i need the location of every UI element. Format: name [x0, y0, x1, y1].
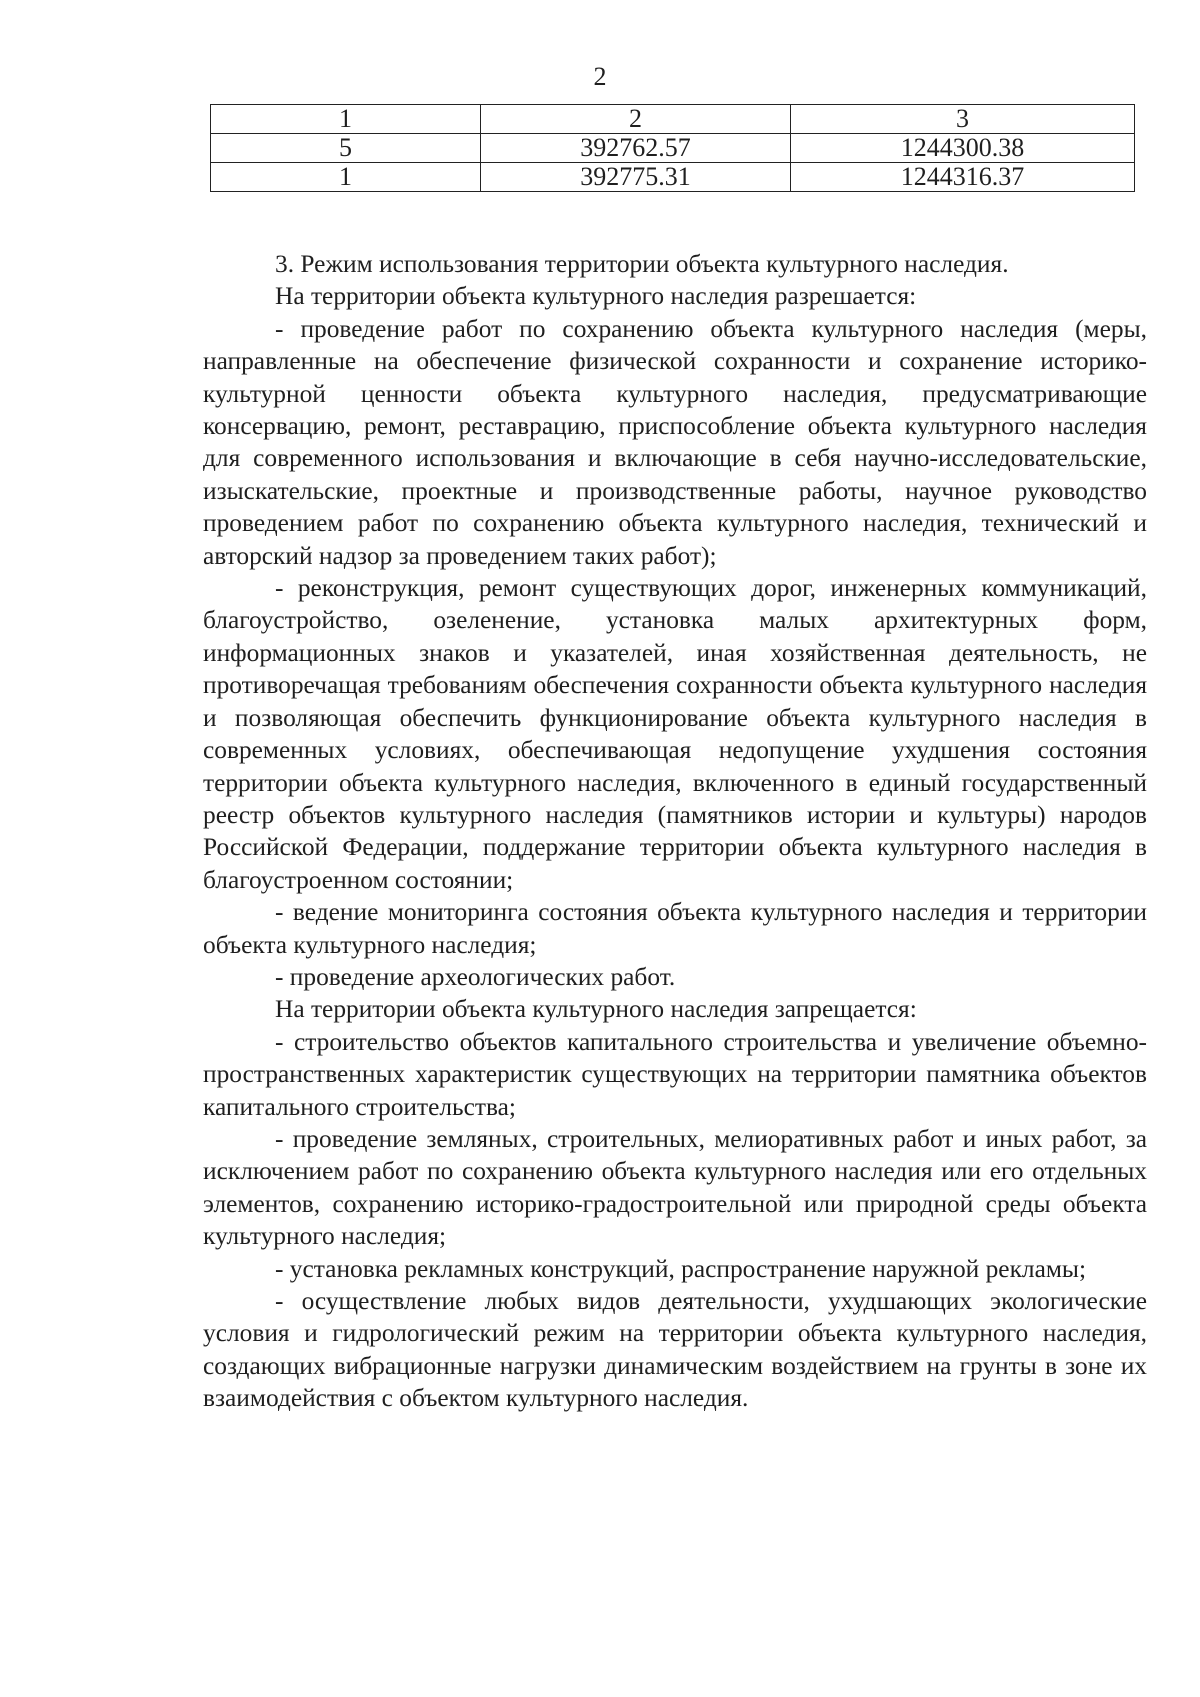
list-item: - проведение археологических работ.: [275, 962, 676, 991]
coordinates-table: [210, 104, 1135, 192]
section-heading: 3. Режим использования территории объекта культурного наследия.: [275, 250, 1009, 278]
table-header-cell: 1: [211, 105, 481, 134]
table-cell: 1244300.38: [791, 134, 1135, 163]
table-header-row: [211, 105, 1135, 134]
table-row: [211, 134, 1135, 163]
table-cell: 1: [211, 163, 481, 192]
list-item: - проведение земляных, строительных, мелиоративных работ и иных работ, за исключением работ по сохранению объекта культурного наследия или его отдельных элементов, сохранению историко-градостроительной или природной среды объекта культурного наследия;: [203, 1124, 1147, 1251]
paragraph: На территории объекта культурного наследия разрешается:: [275, 282, 917, 311]
table-cell: 5: [211, 134, 481, 163]
table-cell: 392762.57: [481, 134, 791, 163]
table-row: [211, 163, 1135, 192]
table-cell: 1244316.37: [791, 163, 1135, 192]
table-header-cell: 2: [481, 105, 791, 134]
list-item: - проведение работ по сохранению объекта культурного наследия (меры, направленные на обеспечение физической сохранности и сохранение историко-культурной ценности объекта культурного наследия, предусматривающие консервацию, ремонт, реставрацию, приспособление объекта культурного наследия для современного использования и включающие в себя научно-исследовательские, изыскательские, проектные и производственные работы, научное руководство проведением работ по сохранению объекта культурного наследия, технический и авторский надзор за проведением таких работ);: [203, 314, 1147, 570]
page-number: 2: [593, 62, 607, 91]
document-body: [203, 248, 1147, 1415]
list-item: - строительство объектов капитального строительства и увеличение объемно-пространственных характеристик существующих на территории памятника объектов капитального строительства;: [203, 1027, 1147, 1121]
list-item: - реконструкция, ремонт существующих дорог, инженерных коммуникаций, благоустройство, озеленение, установка малых архитектурных форм, информационных знаков и указателей, иная хозяйственная деятельность, не противоречащая требованиям обеспечения сохранности объекта культурного наследия и позволяющая обеспечить функционирование объекта культурного наследия в современных условиях, обеспечивающая недопущение ухудшения состояния территории объекта культурного наследия, включенного в единый государственный реестр объектов культурного наследия (памятников истории и культуры) народов Российской Федерации, поддержание территории объекта культурного наследия в благоустроенном состоянии;: [203, 574, 1147, 894]
list-item: - осуществление любых видов деятельности, ухудшающих экологические условия и гидрологический режим на территории объекта культурного наследия, создающих вибрационные нагрузки динамическим воздействием на грунты в зоне их взаимодействия с объектом культурного наследия.: [203, 1287, 1147, 1413]
table-header-cell: 3: [791, 105, 1135, 134]
list-item: - установка рекламных конструкций, распространение наружной рекламы;: [275, 1254, 1087, 1283]
table-cell: 392775.31: [481, 163, 791, 192]
paragraph: На территории объекта культурного наследия запрещается:: [275, 995, 917, 1024]
list-item: - ведение мониторинга состояния объекта культурного наследия и территории объекта культурного наследия;: [203, 898, 1147, 959]
